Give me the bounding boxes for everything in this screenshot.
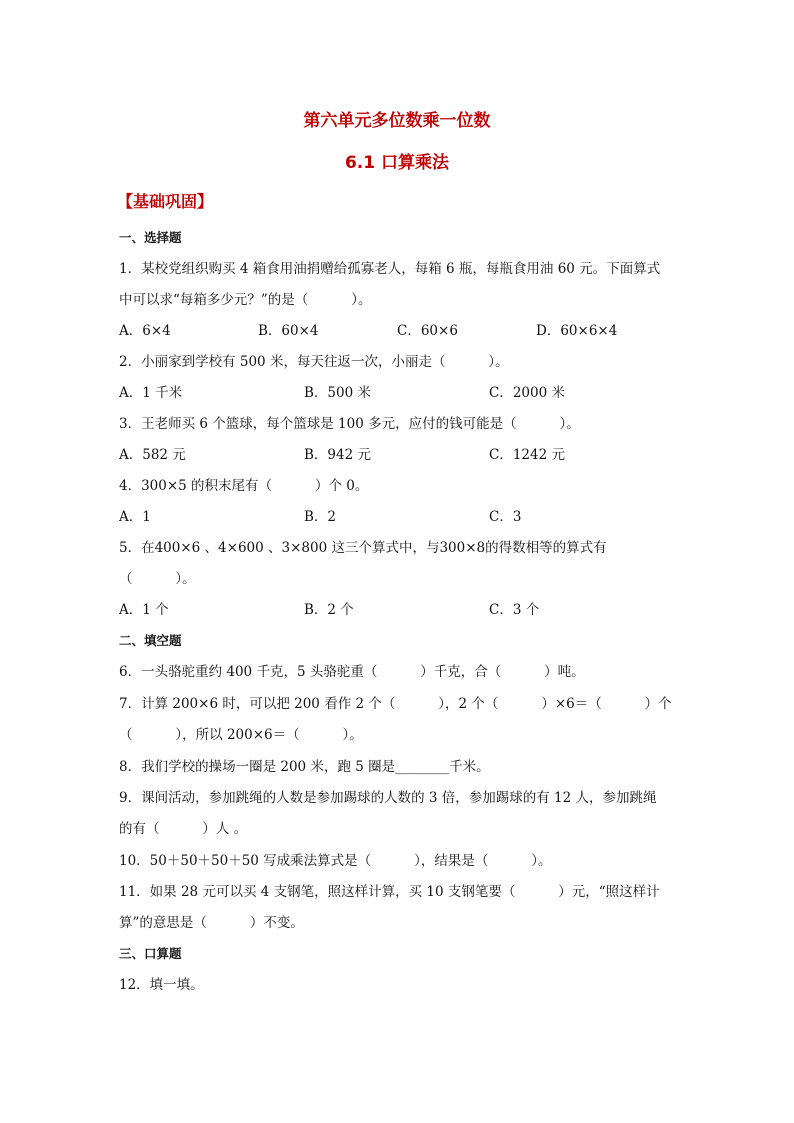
question-3-option-c: C．1242 元 bbox=[489, 447, 565, 463]
question-7-line-1: 7．计算 200×6 时，可以把 200 看作 2 个（ ），2 个（ ）×6＝（ ）个 bbox=[119, 696, 672, 712]
question-9-line-1: 9．课间活动，参加跳绳的人数是参加踢球的人数的 3 倍，参加踢球的有 12 人，参加跳绳 bbox=[119, 790, 657, 806]
question-2-option-b: B．500 米 bbox=[304, 385, 371, 401]
question-1-line-1: 1．某校党组织购买 4 箱食用油捐赠给孤寡老人，每箱 6 瓶，每瓶食用油 60 元。下面算式 bbox=[119, 261, 661, 277]
question-5-option-a: A．1 个 bbox=[119, 602, 169, 618]
question-5-option-c: C．3 个 bbox=[489, 602, 540, 618]
lesson-title: 6.1 口算乘法 bbox=[344, 153, 450, 173]
question-1-line-2: 中可以求“每箱多少元？”的是（ ）。 bbox=[119, 292, 372, 308]
section-heading-choice: 一、选择题 bbox=[119, 230, 182, 245]
question-5-line-1: 5．在400×6 、4×600 、3×800 这三个算式中，与300×8的得数相等的算式有 bbox=[119, 540, 607, 556]
unit-title: 第六单元多位数乘一位数 bbox=[303, 111, 491, 131]
section-heading-mental-math: 三、口算题 bbox=[119, 946, 182, 961]
question-6-line-1: 6．一头骆驼重约 400 千克，5 头骆驼重（ ）千克，合（ ）吨。 bbox=[119, 664, 585, 680]
question-3-option-a: A．582 元 bbox=[119, 447, 186, 463]
question-5-option-b: B．2 个 bbox=[304, 602, 354, 618]
question-1-option-c: C．60×6 bbox=[397, 323, 458, 339]
question-1-option-b: B．60×4 bbox=[258, 323, 319, 339]
question-2-line-1: 2．小丽家到学校有 500 米，每天往返一次，小丽走（ ）。 bbox=[119, 354, 509, 370]
question-3-line-1: 3．王老师买 6 个篮球，每个篮球是 100 多元，应付的钱可能是（ ）。 bbox=[119, 416, 580, 432]
question-12-line-1: 12．填一填。 bbox=[119, 977, 204, 993]
question-8-line-1: 8．我们学校的操场一圈是 200 米，跑 5 圈是________千米。 bbox=[119, 759, 490, 775]
section-tag: 【基础巩固】 bbox=[117, 192, 214, 211]
question-9-line-2: 的有（ ）人 。 bbox=[119, 821, 248, 837]
question-1-option-a: A．6×4 bbox=[119, 323, 171, 339]
question-4-option-b: B．2 bbox=[304, 509, 337, 525]
question-1-option-d: D．60×6×4 bbox=[536, 323, 618, 339]
question-3-option-b: B．942 元 bbox=[304, 447, 371, 463]
question-4-option-c: C．3 bbox=[489, 509, 522, 525]
question-5-line-2: （ ）。 bbox=[119, 571, 196, 587]
question-4-option-a: A．1 bbox=[119, 509, 151, 525]
question-11-line-1: 11．如果 28 元可以买 4 支钢笔，照这样计算，买 10 支钢笔要（ ）元，“照这样计 bbox=[119, 884, 660, 900]
question-11-line-2: 算”的意思是（ ）不变。 bbox=[119, 915, 304, 931]
section-heading-fill: 二、填空题 bbox=[119, 633, 182, 648]
question-4-line-1: 4．300×5 的积末尾有（ ）个 0。 bbox=[119, 478, 369, 494]
question-7-line-2: （ ），所以 200×6＝（ ）。 bbox=[119, 727, 363, 743]
question-2-option-a: A．1 千米 bbox=[119, 385, 183, 401]
question-2-option-c: C．2000 米 bbox=[489, 385, 565, 401]
question-10-line-1: 10．50＋50＋50＋50 写成乘法算式是（ ），结果是（ ）。 bbox=[119, 853, 552, 869]
